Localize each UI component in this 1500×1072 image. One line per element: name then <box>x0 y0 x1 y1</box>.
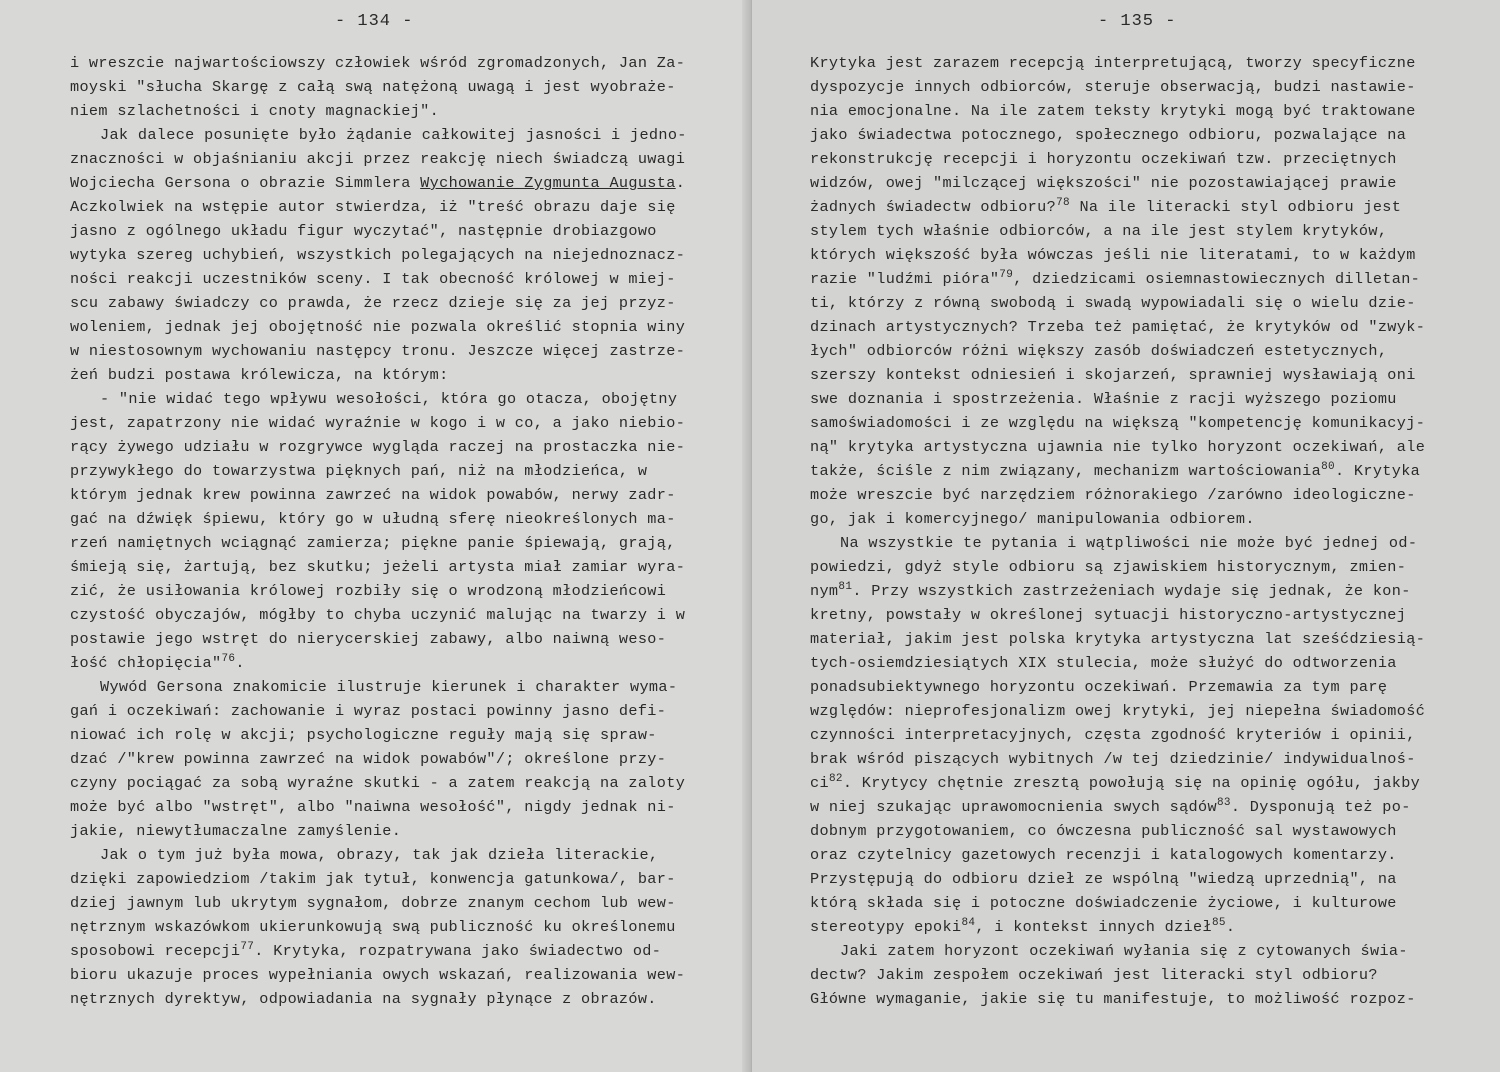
text-segment: Wywód Gersona znakomicie ilustruje kierunek i charakter wyma- <box>100 678 678 696</box>
text-segment: czystość obyczajów, mógłby to chyba uczynić malując na twarzy i w <box>70 606 686 624</box>
text-line <box>70 147 687 171</box>
text-segment: tych-osiemdziesiątych XIX stulecia, może służyć do odtworzenia <box>810 654 1397 672</box>
text-line <box>810 627 1425 651</box>
text-line <box>810 771 1425 795</box>
text-segment: żadnych świadectw odbioru? <box>810 198 1057 216</box>
text-segment: Przystępują do odbioru dzieł ze wspólną "wiedzą uprzednią", na <box>810 870 1397 888</box>
text-segment: jest, zapatrzony nie widać wyraźnie w kogo i w co, a jako niebio- <box>70 414 686 432</box>
text-segment: nętrznym wskazówkom ukierunkowują swą publiczność ku określonemu <box>70 918 676 936</box>
text-segment: śmieją się, żartują, bez skutku; jeżeli artysta miał zamiar wyra- <box>70 558 686 576</box>
text-line <box>810 891 1425 915</box>
text-line <box>70 411 687 435</box>
text-line <box>810 75 1425 99</box>
footnote-marker: 81 <box>838 581 853 593</box>
text-segment: . Przy wszystkich zastrzeżeniach wydaje się jednak, że kon- <box>852 582 1411 600</box>
text-segment: może być albo "wstręt", albo "naiwna wesołość", nigdy jednak ni- <box>70 798 676 816</box>
footnote-marker: 84 <box>961 917 976 929</box>
text-segment: moyski "słucha Skargę z całą swą natężoną uwagą i jest wyobraże- <box>70 78 676 96</box>
text-segment: szerszy kontekst odniesień i skojarzeń, sprawniej wysławiają oni <box>810 366 1416 384</box>
text-line <box>70 699 687 723</box>
text-line <box>70 747 687 771</box>
text-line <box>70 891 687 915</box>
text-line <box>70 123 687 147</box>
footnote-marker: 79 <box>999 269 1014 281</box>
text-line <box>810 315 1425 339</box>
text-segment: rzeń namiętnych wciągnąć zamierza; piękne panie śpiewają, grają, <box>70 534 676 552</box>
text-segment: i wreszcie najwartościowszy człowiek wśród zgromadzonych, Jan Za- <box>70 54 686 72</box>
text-segment: niować ich rolę w akcji; psychologiczne reguły mają się spraw- <box>70 726 657 744</box>
text-line <box>810 723 1425 747</box>
text-line <box>810 291 1425 315</box>
text-line <box>810 555 1425 579</box>
text-segment: sposobowi recepcji <box>70 942 241 960</box>
text-line <box>810 339 1425 363</box>
text-line <box>70 219 687 243</box>
text-line <box>810 483 1425 507</box>
text-line <box>810 939 1425 963</box>
text-segment: . Krytyka, rozpatrywana jako świadectwo od- <box>254 942 662 960</box>
text-segment: nia emocjonalne. Na ile zatem teksty krytyki mogą być traktowane <box>810 102 1416 120</box>
text-segment: ną" krytyka artystyczna ujawnia nie tylko horyzont oczekiwań, ale <box>810 438 1426 456</box>
text-line <box>70 435 687 459</box>
text-line <box>810 459 1425 483</box>
text-segment: widzów, owej "milczącej większości" nie pozostawiającej prawie <box>810 174 1397 192</box>
text-segment: niem szlachetności i cnoty magnackiej". <box>70 102 440 120</box>
text-line <box>70 99 687 123</box>
text-segment: , dziedzicami osiemnastowiecznych dilletan- <box>1013 270 1421 288</box>
footnote-marker: 82 <box>828 773 843 785</box>
text-segment: jasno z ogólnego układu figur wyczytać", następnie drobiazgowo <box>70 222 657 240</box>
text-line <box>70 555 687 579</box>
text-segment: swe doznania i spostrzeżenia. Właśnie z racji wyższego poziomu <box>810 390 1397 408</box>
page-text-block <box>70 51 687 1011</box>
text-line <box>810 747 1425 771</box>
text-segment: jako świadectwa potocznego, społecznego odbioru, pozwalające na <box>810 126 1407 144</box>
text-line <box>70 939 687 963</box>
text-line <box>810 795 1425 819</box>
text-segment: , i kontekst innych dzieł <box>975 918 1212 936</box>
text-segment: czyny pociągać za sobą wyraźne skutki - a zatem reakcją na zaloty <box>70 774 686 792</box>
text-line <box>70 291 687 315</box>
text-segment: dobnym przygotowaniem, co ówczesna publiczność sal wystawowych <box>810 822 1397 840</box>
text-line <box>810 411 1425 435</box>
text-line <box>810 147 1425 171</box>
text-line <box>70 795 687 819</box>
text-segment: Jak dalece posunięte było żądanie całkowitej jasności i jedno- <box>100 126 687 144</box>
footnote-marker: 77 <box>240 941 255 953</box>
text-line <box>70 483 687 507</box>
text-segment: go, jak i komercyjnego/ manipulowania odbiorem. <box>810 510 1255 528</box>
text-segment: gać na dźwięk śpiewu, który go w ułudną sferę nieokreślonych ma- <box>70 510 676 528</box>
text-segment: razie "ludźmi pióra" <box>810 270 1000 288</box>
text-segment: Jak o tym już była mowa, obrazy, tak jak dzieła literackie, <box>100 846 659 864</box>
text-line <box>810 123 1425 147</box>
text-line <box>70 603 687 627</box>
page-number: - 135 - <box>1098 12 1177 31</box>
text-line <box>70 723 687 747</box>
text-line <box>810 987 1425 1011</box>
text-line <box>70 315 687 339</box>
text-segment: dzać /"krew powinna zawrzeć na widok powabów"/; określone przy- <box>70 750 667 768</box>
text-segment: Główne wymaganie, jakie się tu manifestuje, to możliwość rozpoz- <box>810 990 1416 1008</box>
text-line <box>70 243 687 267</box>
text-segment: Wojciecha Gersona o obrazie Simmlera <box>70 174 421 192</box>
footnote-marker: 85 <box>1211 917 1226 929</box>
text-line <box>810 243 1425 267</box>
text-line <box>70 75 687 99</box>
text-segment: stereotypy epoki <box>810 918 962 936</box>
text-line <box>810 675 1425 699</box>
text-segment: ności reakcji uczestników sceny. I tak obecność królowej w miej- <box>70 270 676 288</box>
text-line <box>810 435 1425 459</box>
text-segment: łość chłopięcia" <box>70 654 222 672</box>
text-segment: materiał, jakim jest polska krytyka artystyczna lat sześćdziesią- <box>810 630 1426 648</box>
text-segment: których większość była wówczas jeśli nie literatami, to w każdym <box>810 246 1416 264</box>
text-segment: ponadsubiektywnego horyzontu oczekiwań. Przemawia za tym parę <box>810 678 1388 696</box>
text-line <box>810 915 1425 939</box>
text-line <box>70 771 687 795</box>
text-line <box>810 579 1425 603</box>
text-line <box>70 339 687 363</box>
right-page <box>752 0 1500 1072</box>
text-line <box>810 387 1425 411</box>
text-segment: rekonstrukcję recepcji i horyzontu oczekiwań tzw. przeciętnych <box>810 150 1397 168</box>
text-line <box>70 819 687 843</box>
text-line <box>810 699 1425 723</box>
underlined-title: Wychowanie Zygmunta Augusta <box>420 174 676 192</box>
text-line <box>70 987 687 1011</box>
text-segment: którą składa się i potoczne doświadczenie życiowe, i kulturowe <box>810 894 1397 912</box>
text-line <box>70 363 687 387</box>
text-segment: ci <box>810 774 829 792</box>
text-segment: dziej jawnym lub ukrytym sygnałom, dobrze znanym cechom lub wew- <box>70 894 676 912</box>
text-line <box>810 963 1425 987</box>
text-segment: dzinach artystycznych? Trzeba też pamiętać, że krytyków od "zwyk- <box>810 318 1426 336</box>
text-segment: . Krytyka <box>1334 462 1421 480</box>
text-segment: łych" odbiorców różni większy zasób doświadczeń estetycznych, <box>810 342 1388 360</box>
text-segment: znaczności w objaśnianiu akcji przez reakcję niech świadczą uwagi <box>70 150 686 168</box>
page-number: - 134 - <box>335 12 414 31</box>
text-segment: samoświadomości i ze względu na większą "kompetencję komunikacyj- <box>810 414 1426 432</box>
text-segment: Na ile literacki styl odbioru jest <box>1069 198 1402 216</box>
text-segment: dzięki zapowiedziom /takim jak tytuł, konwencja gatunkowa/, bar- <box>70 870 676 888</box>
text-segment: Na wszystkie te pytania i wątpliwości nie może być jednej od- <box>840 534 1418 552</box>
text-segment: rący żywego udziału w rozgrywce wygląda raczej na prostaczka nie- <box>70 438 686 456</box>
text-segment: w niestosownym wychowaniu następcy tronu. Jeszcze więcej zastrze- <box>70 342 686 360</box>
text-line <box>810 51 1425 75</box>
text-segment: . Krytycy chętnie zresztą powołują się na opinię ogółu, jakby <box>842 774 1421 792</box>
text-segment: brak wśród piszących wybitnych /w tej dziedzinie/ indywidualnoś- <box>810 750 1416 768</box>
text-segment: bioru ukazuje proces wypełniania owych wskazań, realizowania wew- <box>70 966 686 984</box>
text-segment: . <box>675 174 686 192</box>
text-line <box>70 675 687 699</box>
text-segment: woleniem, jednak jej obojętność nie pozwala określić stopnia winy <box>70 318 686 336</box>
text-segment: Jaki zatem horyzont oczekiwań wyłania się z cytowanych świa- <box>840 942 1408 960</box>
text-line <box>70 459 687 483</box>
text-segment: scu zabawy świadczy co prawda, że rzecz dzieje się za jej przyz- <box>70 294 676 312</box>
text-line <box>70 915 687 939</box>
text-line <box>70 507 687 531</box>
text-segment: może wreszcie być narzędziem różnorakiego /zarówno ideologiczne- <box>810 486 1416 504</box>
page-text-block <box>810 51 1425 1011</box>
text-line <box>810 843 1425 867</box>
footnote-marker: 76 <box>221 653 236 665</box>
text-segment: Aczkolwiek na wstępie autor stwierdza, iż "treść obrazu daje się <box>70 198 676 216</box>
text-line <box>70 51 687 75</box>
text-segment: którym jednak krew powinna zawrzeć na widok powabów, nerwy zadr- <box>70 486 676 504</box>
text-line <box>810 603 1425 627</box>
text-segment: - "nie widać tego wpływu wesołości, która go otacza, obojętny <box>100 390 678 408</box>
text-line <box>70 963 687 987</box>
text-line <box>70 387 687 411</box>
text-segment: . <box>1225 918 1236 936</box>
text-segment: ti, którzy z równą swobodą i swadą wypowiadali się o wielu dzie- <box>810 294 1416 312</box>
footnote-marker: 80 <box>1321 461 1335 473</box>
text-line <box>70 531 687 555</box>
text-segment: wytyka szereg uchybień, wszystkich polegających na niejednoznacz- <box>70 246 686 264</box>
text-line <box>810 363 1425 387</box>
text-segment: Krytyka jest zarazem recepcją interpretującą, tworzy specyficzne <box>810 54 1416 72</box>
text-line <box>70 651 687 675</box>
text-line <box>810 267 1425 291</box>
text-segment: także, ściśle z nim związany, mechanizm wartościowania <box>810 462 1322 480</box>
text-segment: względów: nieprofesjonalizm owej krytyki, jej niepełna świadomość <box>810 702 1426 720</box>
text-line <box>810 171 1425 195</box>
text-segment: postawie jego wstręt do nierycerskiej zabawy, albo naiwną weso- <box>70 630 667 648</box>
text-segment: dyspozycje innych odbiorców, steruje obserwacją, budzi nastawie- <box>810 78 1416 96</box>
text-line <box>810 867 1425 891</box>
text-line <box>70 867 687 891</box>
text-line <box>810 195 1425 219</box>
text-line <box>810 507 1425 531</box>
text-segment: gań i oczekiwań: zachowanie i wyraz postaci powinny jasno defi- <box>70 702 667 720</box>
footnote-marker: 78 <box>1056 197 1070 209</box>
text-segment: . Dysponują też po- <box>1230 798 1411 816</box>
text-segment: w niej szukając uprawomocnienia swych sądów <box>810 798 1217 816</box>
text-segment: powiedzi, gdyż style odbioru są zjawiskiem historycznym, zmien- <box>810 558 1407 576</box>
text-line <box>810 651 1425 675</box>
text-segment: nym <box>810 582 839 600</box>
text-line <box>70 267 687 291</box>
text-segment: przywykłego do towarzystwa pięknych pań, niż na młodzieńca, w <box>70 462 648 480</box>
text-segment: oraz czytelnicy gazetowych recenzji i katalogowych komentarzy. <box>810 846 1397 864</box>
text-line <box>70 195 687 219</box>
text-segment: nętrznych dyrektyw, odpowiadania na sygnały płynące z obrazów. <box>70 990 657 1008</box>
text-segment: żeń budzi postawa królewicza, na którym: <box>70 366 449 384</box>
text-segment: stylem tych właśnie odbiorców, a na ile jest stylem krytyków, <box>810 222 1388 240</box>
text-segment: jakie, niewytłumaczalne zamyślenie. <box>70 822 402 840</box>
text-line <box>810 531 1425 555</box>
text-line <box>70 843 687 867</box>
text-line <box>810 99 1425 123</box>
text-line <box>70 171 687 195</box>
footnote-marker: 83 <box>1216 797 1231 809</box>
text-segment: zić, że usiłowania królowej rozbiły się o wrodzoną młodzieńcowi <box>70 582 667 600</box>
text-line <box>810 219 1425 243</box>
text-line <box>810 819 1425 843</box>
text-segment: czynności interpretacyjnych, częsta zgodność kryteriów i opinii, <box>810 726 1416 744</box>
text-line <box>70 627 687 651</box>
text-segment: kretny, powstały w określonej sytuacji historyczno-artystycznej <box>810 606 1407 624</box>
text-segment: dectw? Jakim zespołem oczekiwań jest literacki styl odbioru? <box>810 966 1378 984</box>
text-line <box>70 579 687 603</box>
text-segment: . <box>235 654 245 672</box>
